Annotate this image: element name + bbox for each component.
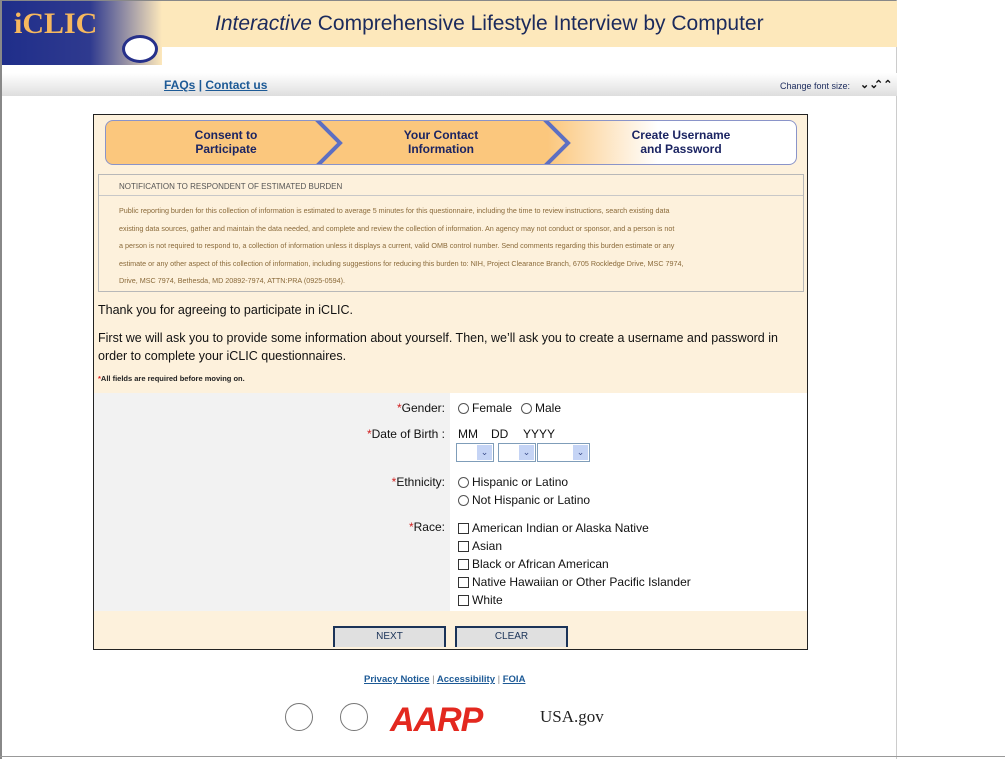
gender-label: *Gender: <box>396 401 445 415</box>
burden-notice <box>98 174 804 292</box>
step-contact: Your Contact Information <box>403 128 479 156</box>
demographics-form <box>94 393 807 611</box>
month-select[interactable] <box>456 443 494 462</box>
footer-links: Privacy Notice | Accessibility | FOIA <box>364 674 526 685</box>
usagov-logo: USA.gov <box>540 707 604 726</box>
chevron-down-icon: ⌄ <box>477 445 492 460</box>
chevron-divider <box>314 120 344 165</box>
step-consent: Consent to Participate <box>194 128 258 156</box>
ethnicity-hispanic[interactable]: Hispanic or Latino <box>458 475 568 489</box>
next-button[interactable]: NEXT <box>333 626 446 647</box>
mouse-icon <box>122 35 158 63</box>
required-note: *All fields are required before moving on. <box>98 374 245 383</box>
year-select[interactable] <box>537 443 590 462</box>
nav-bar <box>2 73 897 96</box>
intro-text: Thank you for agreeing to participate in iCLIC. First we will ask you to provide some information about yourself. Then, we’ll ask you to create a username and password in order to complete your iCLIC questionnaires. <box>98 303 778 363</box>
race-label: *Race: <box>408 520 445 534</box>
race-checkbox[interactable]: Black or African American <box>458 557 609 571</box>
increase-font-icon[interactable]: ⌃⌃ <box>874 79 893 91</box>
decrease-font-icon[interactable]: ⌄⌄ <box>860 79 879 91</box>
clear-button[interactable]: CLEAR <box>455 626 568 647</box>
race-checkbox[interactable]: Native Hawaiian or Other Pacific Islander <box>458 575 691 589</box>
divider <box>0 756 1005 757</box>
male-radio[interactable] <box>521 403 532 414</box>
step-create-username: Create Username and Password <box>631 128 731 156</box>
chevron-divider <box>542 120 572 165</box>
ethnicity-label: *Ethnicity: <box>391 475 445 489</box>
page-title <box>215 12 764 36</box>
title-rest: Comprehensive Lifestyle Interview by Computer <box>311 12 764 35</box>
nih-seal-icon <box>340 703 368 731</box>
iclic-logo <box>2 1 162 65</box>
main-panel <box>93 114 808 650</box>
race-checkbox[interactable]: White <box>458 593 503 607</box>
accessibility-link[interactable]: Accessibility <box>436 674 495 685</box>
font-size-label: Change font size: <box>780 81 851 91</box>
race-checkbox[interactable]: American Indian or Alaska Native <box>458 521 649 535</box>
progress-steps <box>105 120 797 165</box>
logo-text: iCLIC <box>14 7 98 40</box>
notice-body: Public reporting burden for this collection of information is estimated to average 5 minutes for this questionnaire, including the time to review instructions, search existing data existing data sources, gather and maintain the data needed, and complete and review the collection of information. An agency may not conduct or sponsor, and a person is not a person is not required to respond to, a collection of information unless it displays a current, valid OMB control number. Send comments regarding this burden estimate or any estimate or any other aspect of this collection of information, including suggestions for reducing this burden to: NIH, Project Clearance Branch, 6705 Rockledge Drive, MSC 7974, Drive, MSC 7974, Bethesda, MD 20892-7974, ATTN:PRA (0925-0594). <box>119 206 684 285</box>
hhs-seal-icon <box>285 703 313 731</box>
privacy-link[interactable]: Privacy Notice <box>364 674 430 685</box>
day-select[interactable] <box>498 443 536 462</box>
dob-headers: MM DD YYYY <box>458 427 556 441</box>
notice-title: NOTIFICATION TO RESPONDENT OF ESTIMATED BURDEN <box>99 175 803 196</box>
ethnicity-not-hispanic[interactable]: Not Hispanic or Latino <box>458 493 590 507</box>
nav-separator: | <box>198 78 203 92</box>
faqs-link[interactable]: FAQs <box>164 78 196 92</box>
gender-options: Female Male <box>458 401 561 415</box>
chevron-down-icon: ⌄ <box>519 445 534 460</box>
contact-link[interactable]: Contact us <box>205 78 268 92</box>
female-radio[interactable] <box>458 403 469 414</box>
aarp-logo: AARP <box>390 701 483 739</box>
chevron-down-icon: ⌄ <box>573 445 588 460</box>
foia-link[interactable]: FOIA <box>502 674 526 685</box>
dob-label: *Date of Birth : <box>366 427 445 441</box>
race-checkbox[interactable]: Asian <box>458 539 502 553</box>
title-italic: Interactive <box>215 12 312 35</box>
